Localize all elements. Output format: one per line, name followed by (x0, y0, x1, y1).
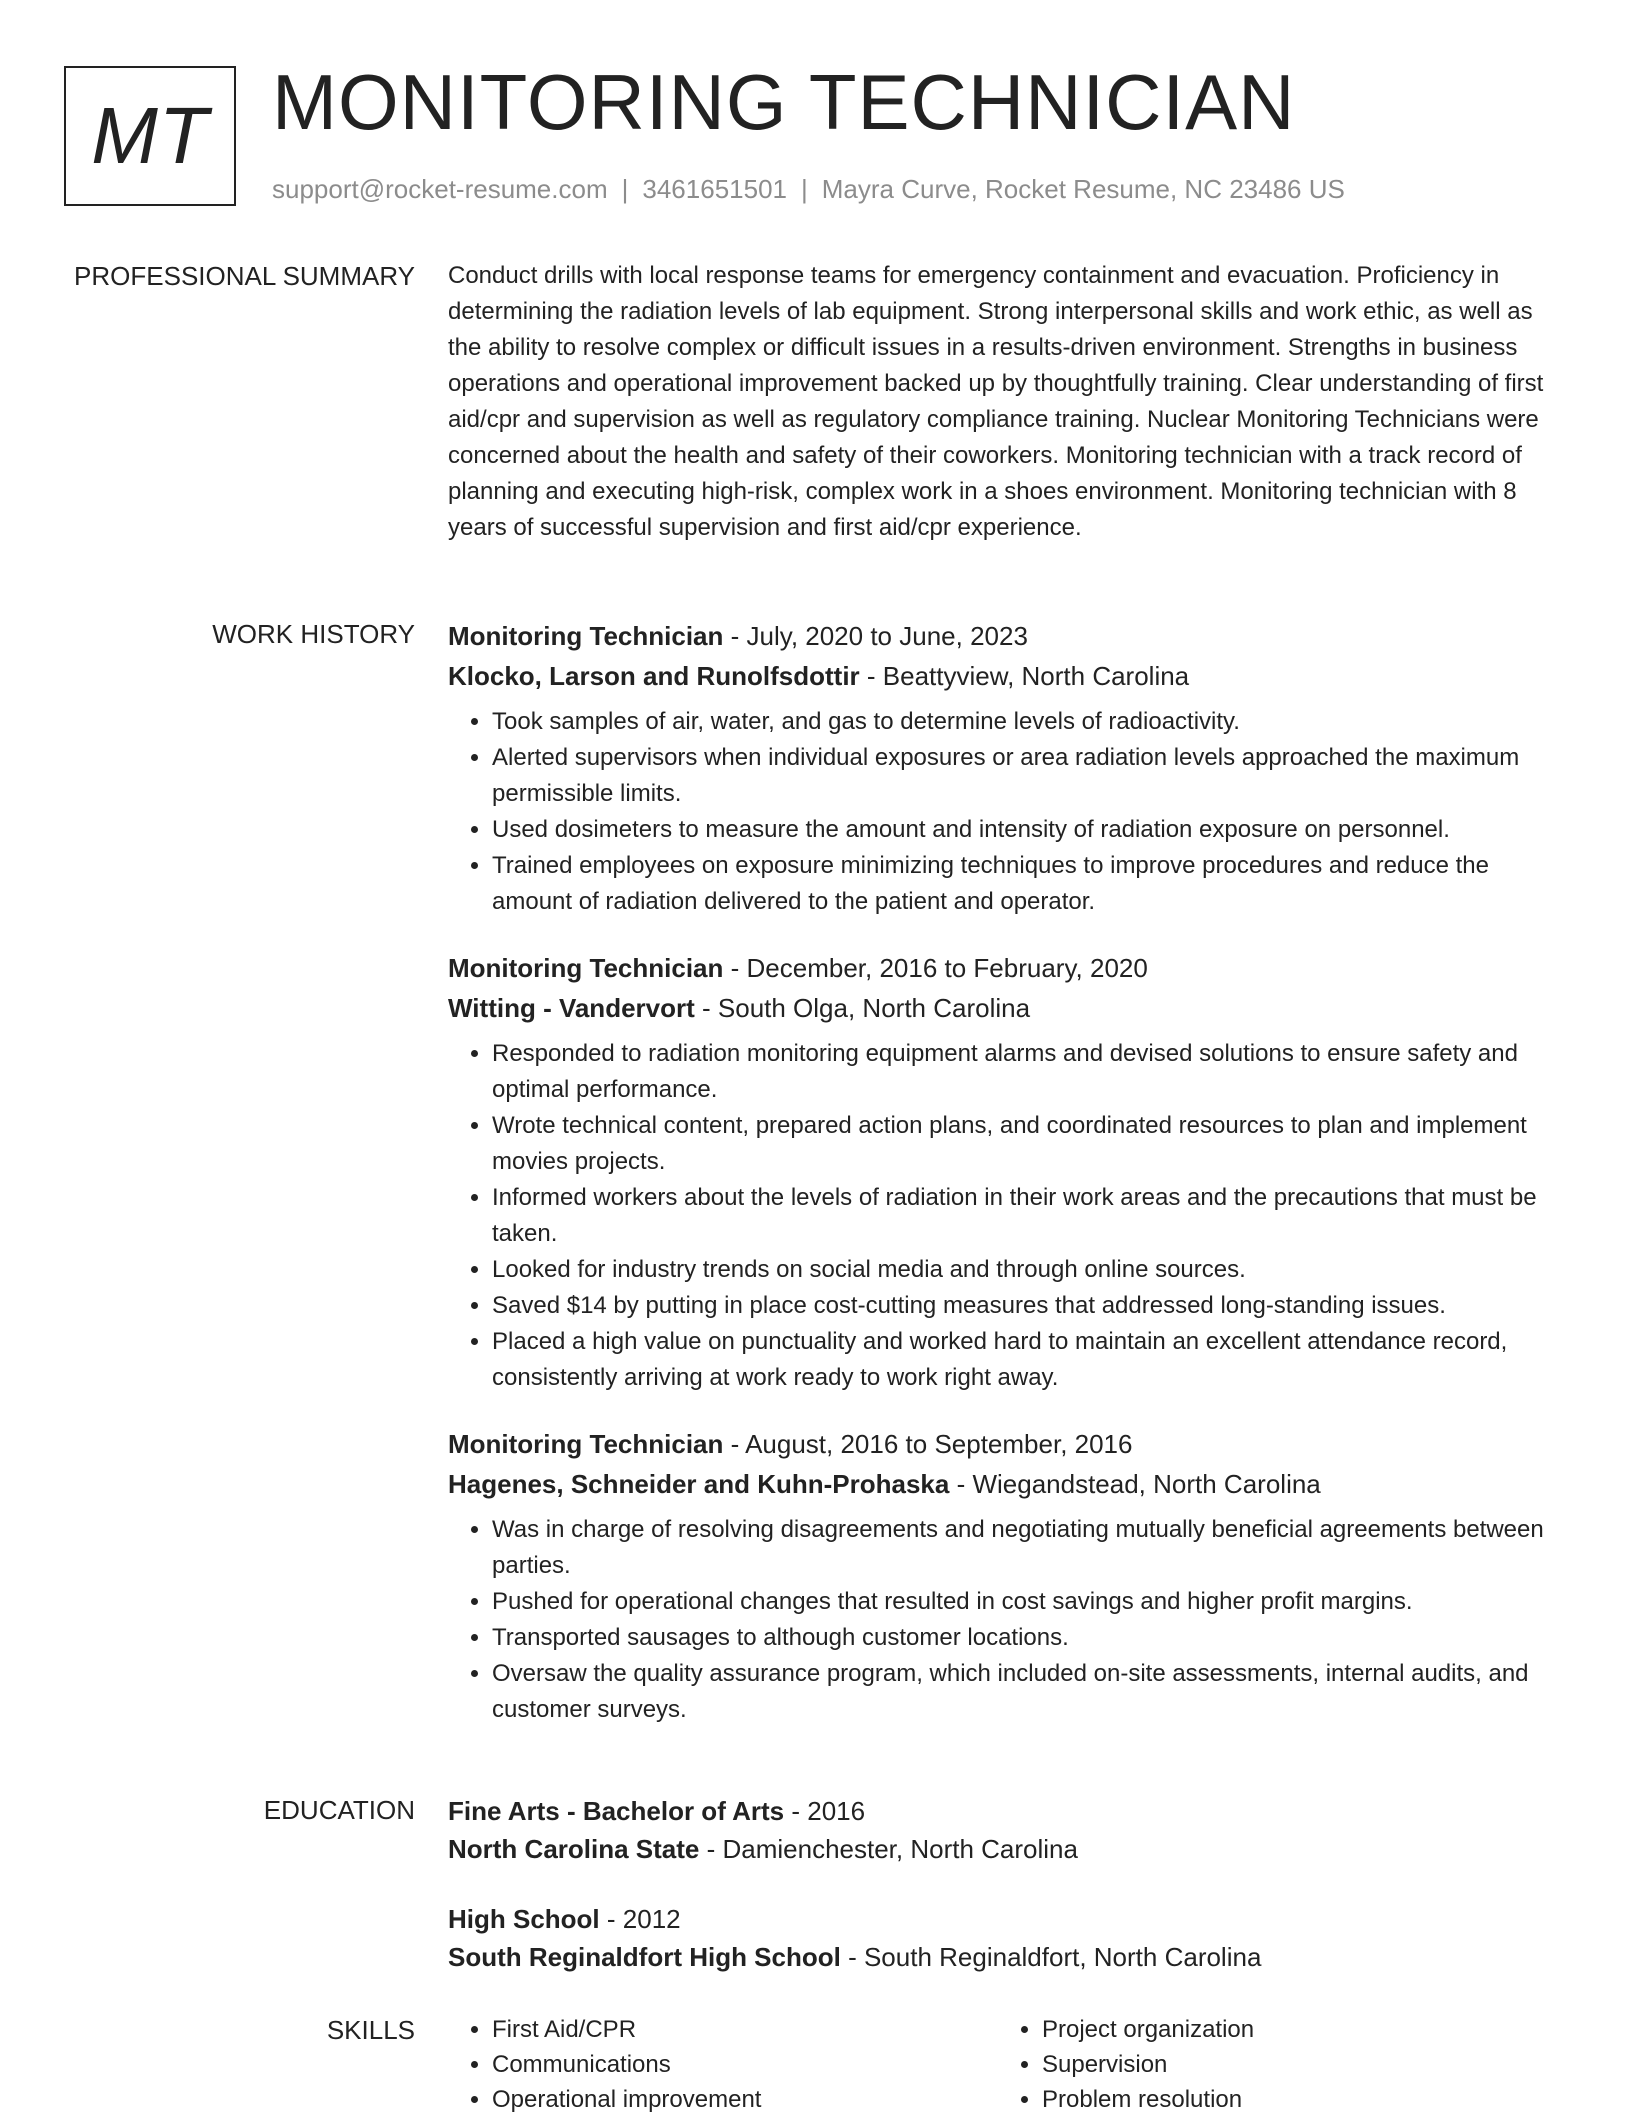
edu-degree: High School (448, 1904, 600, 1934)
skill-item: • Communications (492, 2047, 998, 2082)
job-company-line (448, 656, 1568, 696)
monogram-initials: MT (91, 91, 209, 180)
job-title: Monitoring Technician (448, 1429, 724, 1459)
job-bullet: • Transported sausages to although customer locations. (492, 1620, 1568, 1656)
job-bullet: • Pushed for operational changes that resulted in cost savings and higher profit margins. (492, 1584, 1568, 1620)
edu-year: - 2012 (599, 1904, 681, 1934)
job-bullet: • Informed workers about the levels of radiation in their work areas and the precautions that must be taken. (492, 1180, 1568, 1252)
summary-heading: PROFESSIONAL SUMMARY (74, 261, 415, 291)
edu-school: South Reginaldfort High School (448, 1942, 841, 1972)
job-company: Hagenes, Schneider and Kuhn-Prohaska (448, 1469, 950, 1499)
job-dates: - August, 2016 to September, 2016 (723, 1429, 1133, 1459)
job-company: Witting - Vandervort (448, 993, 695, 1023)
edu-school-line (448, 1830, 1568, 1868)
job-bullets (448, 1512, 1568, 1728)
job-dates: - December, 2016 to February, 2020 (723, 953, 1148, 983)
skill-item: • Project organization (1042, 2012, 1548, 2047)
job-company-line (448, 988, 1568, 1028)
job-entry (448, 616, 1568, 920)
edu-school: North Carolina State (448, 1834, 700, 1864)
edu-year: - 2016 (784, 1796, 866, 1826)
edu-location: - South Reginaldfort, North Carolina (840, 1942, 1262, 1972)
job-title-line (448, 616, 1568, 656)
monogram-box (64, 66, 236, 206)
job-location: - Beattyview, North Carolina (859, 661, 1190, 691)
resume-title: MONITORING TECHNICIAN (272, 58, 1296, 146)
job-company-line (448, 1464, 1568, 1504)
job-bullet: • Responded to radiation monitoring equipment alarms and devised solutions to ensure safety and optimal performance. (492, 1036, 1568, 1108)
skills-list-right (998, 2012, 1548, 2117)
skills-columns (448, 2012, 1568, 2117)
job-title-line (448, 948, 1568, 988)
job-location: - South Olga, North Carolina (694, 993, 1031, 1023)
contact-separator: | (621, 174, 629, 204)
contact-address: Mayra Curve, Rocket Resume, NC 23486 US (821, 174, 1345, 204)
work-history-body (448, 616, 1568, 1756)
contact-separator: | (801, 174, 808, 204)
job-entry (448, 1424, 1568, 1728)
job-bullet: • Wrote technical content, prepared action plans, and coordinated resources to plan and implement movies projects. (492, 1108, 1568, 1180)
contact-line (272, 174, 1345, 205)
edu-location: - Damienchester, North Carolina (699, 1834, 1078, 1864)
skills-list-left (448, 2012, 998, 2117)
summary-body (448, 258, 1568, 546)
job-bullet: • Placed a high value on punctuality and worked hard to maintain an excellent attendance record, consistently arriving at work ready to work right away. (492, 1324, 1568, 1396)
summary-text: Conduct drills with local response teams for emergency containment and evacuation. Proficiency in determining the radiation levels of lab equipment. Strong interpersonal skills and work ethic, as well as the ability to resolve complex or difficult issues in a results-driven environment. Strengths in business operations and operational improvement backed up by thoughtfully training. Clear understanding of first aid/cpr and supervision as well as regulatory compliance training. Nuclear Monitoring Technicians were concerned about the health and safety of their coworkers. Monitoring technician with a track record of planning and executing high-risk, complex work in a shoes environment. Monitoring technician with 8 years of successful supervision and first aid/cpr experience. (448, 262, 1544, 541)
job-bullet: • Took samples of air, water, and gas to determine levels of radioactivity. (492, 704, 1568, 740)
education-heading: EDUCATION (263, 1795, 415, 1825)
edu-degree-line (448, 1792, 1568, 1830)
skills-heading: SKILLS (326, 2015, 415, 2045)
job-title-line (448, 1424, 1568, 1464)
education-entry (448, 1900, 1568, 1976)
skill-item: • First Aid/CPR (492, 2012, 998, 2047)
job-entry (448, 948, 1568, 1396)
job-bullet: • Trained employees on exposure minimizing techniques to improve procedures and reduce the amount of radiation delivered to the patient and operator. (492, 848, 1568, 920)
job-location: - Wiegandstead, North Carolina (949, 1469, 1321, 1499)
job-bullet: • Was in charge of resolving disagreements and negotiating mutually beneficial agreements between parties. (492, 1512, 1568, 1584)
job-bullet: • Looked for industry trends on social media and through online sources. (492, 1252, 1568, 1288)
skill-item: • Problem resolution (1042, 2082, 1548, 2117)
education-entry (448, 1792, 1568, 1868)
job-bullet: • Saved $14 by putting in place cost-cutting measures that addressed long-standing issues. (492, 1288, 1568, 1324)
job-bullets (448, 704, 1568, 920)
skills-body (448, 2012, 1568, 2117)
edu-degree: Fine Arts - Bachelor of Arts (448, 1796, 785, 1826)
edu-degree-line (448, 1900, 1568, 1938)
job-title: Monitoring Technician (448, 953, 724, 983)
skill-item: • Operational improvement (492, 2082, 998, 2117)
job-bullet: • Alerted supervisors when individual exposures or area radiation levels approached the maximum permissible limits. (492, 740, 1568, 812)
skill-item: • Supervision (1042, 2047, 1548, 2082)
contact-email: support@rocket-resume.com (272, 174, 608, 204)
job-title: Monitoring Technician (448, 621, 724, 651)
job-dates: - July, 2020 to June, 2023 (723, 621, 1028, 651)
education-body (448, 1792, 1568, 2008)
job-bullet: • Used dosimeters to measure the amount and intensity of radiation exposure on personnel. (492, 812, 1568, 848)
job-bullet: • Oversaw the quality assurance program, which included on-site assessments, internal audits, and customer surveys. (492, 1656, 1568, 1728)
work-history-heading: WORK HISTORY (212, 619, 415, 649)
job-bullets (448, 1036, 1568, 1396)
contact-phone: 3461651501 (642, 174, 787, 204)
edu-school-line (448, 1938, 1568, 1976)
job-company: Klocko, Larson and Runolfsdottir (448, 661, 860, 691)
